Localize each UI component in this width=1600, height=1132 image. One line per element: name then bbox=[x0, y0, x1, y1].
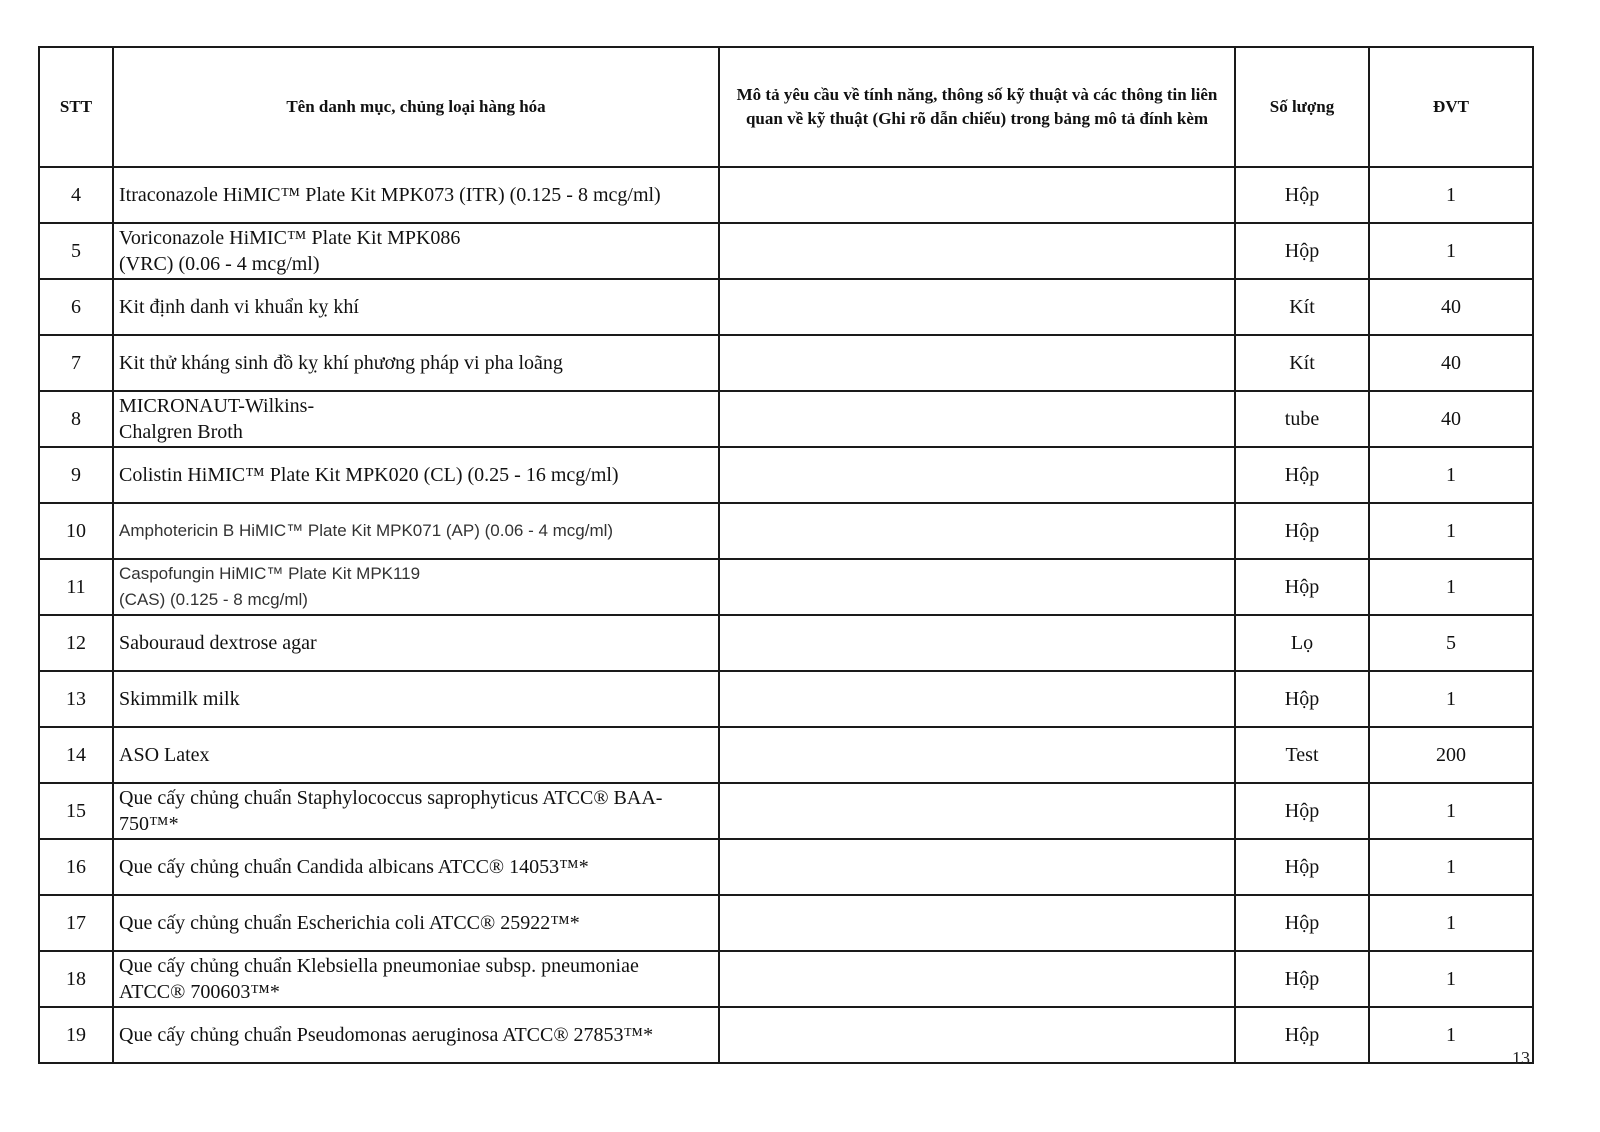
cell-quantity: Hộp bbox=[1235, 167, 1369, 223]
cell-quantity: Hộp bbox=[1235, 503, 1369, 559]
cell-name: Kit định danh vi khuẩn kỵ khí bbox=[113, 279, 719, 335]
cell-quantity: Hộp bbox=[1235, 223, 1369, 279]
header-unit: ĐVT bbox=[1369, 47, 1533, 167]
cell-stt: 11 bbox=[39, 559, 113, 615]
cell-stt: 10 bbox=[39, 503, 113, 559]
cell-quantity: Test bbox=[1235, 727, 1369, 783]
table-row bbox=[39, 391, 1533, 447]
cell-description bbox=[719, 391, 1235, 447]
cell-unit: 1 bbox=[1369, 839, 1533, 895]
cell-description bbox=[719, 895, 1235, 951]
cell-unit: 1 bbox=[1369, 783, 1533, 839]
table-row bbox=[39, 615, 1533, 671]
cell-quantity: tube bbox=[1235, 391, 1369, 447]
cell-quantity: Hộp bbox=[1235, 895, 1369, 951]
cell-quantity: Hộp bbox=[1235, 839, 1369, 895]
cell-unit: 200 bbox=[1369, 727, 1533, 783]
cell-stt: 5 bbox=[39, 223, 113, 279]
cell-description bbox=[719, 1007, 1235, 1063]
cell-quantity: Hộp bbox=[1235, 447, 1369, 503]
table-row bbox=[39, 279, 1533, 335]
cell-description bbox=[719, 559, 1235, 615]
cell-name: Que cấy chủng chuẩn Escherichia coli ATCC® 25922™* bbox=[113, 895, 719, 951]
cell-name: Skimmilk milk bbox=[113, 671, 719, 727]
table-row bbox=[39, 1007, 1533, 1063]
cell-quantity: Kít bbox=[1235, 335, 1369, 391]
cell-quantity: Kít bbox=[1235, 279, 1369, 335]
cell-unit: 1 bbox=[1369, 503, 1533, 559]
cell-quantity: Lọ bbox=[1235, 615, 1369, 671]
cell-unit: 40 bbox=[1369, 279, 1533, 335]
table-row bbox=[39, 783, 1533, 839]
cell-name: Que cấy chủng chuẩn Candida albicans ATCC® 14053™* bbox=[113, 839, 719, 895]
cell-description bbox=[719, 783, 1235, 839]
table-row bbox=[39, 839, 1533, 895]
cell-quantity: Hộp bbox=[1235, 671, 1369, 727]
cell-name: Colistin HiMIC™ Plate Kit MPK020 (CL) (0.25 - 16 mcg/ml) bbox=[113, 447, 719, 503]
cell-unit: 1 bbox=[1369, 223, 1533, 279]
cell-unit: 1 bbox=[1369, 167, 1533, 223]
cell-name: Caspofungin HiMIC™ Plate Kit MPK119 (CAS) (0.125 - 8 mcg/ml) bbox=[113, 559, 719, 615]
cell-unit: 1 bbox=[1369, 1007, 1533, 1063]
cell-quantity: Hộp bbox=[1235, 559, 1369, 615]
cell-stt: 8 bbox=[39, 391, 113, 447]
cell-description bbox=[719, 839, 1235, 895]
cell-name: MICRONAUT-Wilkins- Chalgren Broth bbox=[113, 391, 719, 447]
cell-description bbox=[719, 335, 1235, 391]
cell-unit: 1 bbox=[1369, 447, 1533, 503]
table-row bbox=[39, 951, 1533, 1007]
cell-quantity: Hộp bbox=[1235, 951, 1369, 1007]
header-description: Mô tả yêu cầu về tính năng, thông số kỹ thuật và các thông tin liên quan về kỹ thuật (Ghi rõ dẫn chiếu) trong bảng mô tả đính kèm bbox=[719, 47, 1235, 167]
cell-description bbox=[719, 671, 1235, 727]
cell-stt: 6 bbox=[39, 279, 113, 335]
cell-unit: 1 bbox=[1369, 895, 1533, 951]
table-row bbox=[39, 727, 1533, 783]
header-name: Tên danh mục, chủng loại hàng hóa bbox=[113, 47, 719, 167]
cell-stt: 13 bbox=[39, 671, 113, 727]
header-quantity: Số lượng bbox=[1235, 47, 1369, 167]
cell-quantity: Hộp bbox=[1235, 1007, 1369, 1063]
cell-stt: 16 bbox=[39, 839, 113, 895]
page-number: 13 bbox=[1512, 1048, 1530, 1068]
table-row bbox=[39, 559, 1533, 615]
cell-unit: 1 bbox=[1369, 559, 1533, 615]
cell-unit: 5 bbox=[1369, 615, 1533, 671]
goods-table bbox=[38, 46, 1534, 1064]
cell-name: Itraconazole HiMIC™ Plate Kit MPK073 (ITR) (0.125 - 8 mcg/ml) bbox=[113, 167, 719, 223]
table-row bbox=[39, 223, 1533, 279]
cell-name: Que cấy chủng chuẩn Pseudomonas aeruginosa ATCC® 27853™* bbox=[113, 1007, 719, 1063]
cell-stt: 14 bbox=[39, 727, 113, 783]
cell-description bbox=[719, 951, 1235, 1007]
cell-description bbox=[719, 223, 1235, 279]
cell-description bbox=[719, 167, 1235, 223]
cell-description bbox=[719, 503, 1235, 559]
header-stt: STT bbox=[39, 47, 113, 167]
cell-stt: 17 bbox=[39, 895, 113, 951]
cell-stt: 9 bbox=[39, 447, 113, 503]
table-row bbox=[39, 671, 1533, 727]
cell-name: Que cấy chủng chuẩn Staphylococcus saprophyticus ATCC® BAA- 750™* bbox=[113, 783, 719, 839]
cell-description bbox=[719, 615, 1235, 671]
cell-stt: 19 bbox=[39, 1007, 113, 1063]
table-row bbox=[39, 895, 1533, 951]
cell-stt: 12 bbox=[39, 615, 113, 671]
cell-name: Kit thử kháng sinh đồ kỵ khí phương pháp vi pha loãng bbox=[113, 335, 719, 391]
cell-unit: 1 bbox=[1369, 951, 1533, 1007]
header-row bbox=[39, 47, 1533, 167]
cell-unit: 40 bbox=[1369, 391, 1533, 447]
cell-name: Voriconazole HiMIC™ Plate Kit MPK086 (VRC) (0.06 - 4 mcg/ml) bbox=[113, 223, 719, 279]
cell-stt: 18 bbox=[39, 951, 113, 1007]
cell-unit: 1 bbox=[1369, 671, 1533, 727]
cell-description bbox=[719, 727, 1235, 783]
cell-name: Que cấy chủng chuẩn Klebsiella pneumoniae subsp. pneumoniae ATCC® 700603™* bbox=[113, 951, 719, 1007]
cell-stt: 4 bbox=[39, 167, 113, 223]
table-row bbox=[39, 167, 1533, 223]
cell-name: Amphotericin B HiMIC™ Plate Kit MPK071 (AP) (0.06 - 4 mcg/ml) bbox=[113, 503, 719, 559]
table-row bbox=[39, 335, 1533, 391]
cell-stt: 7 bbox=[39, 335, 113, 391]
cell-unit: 40 bbox=[1369, 335, 1533, 391]
cell-name: ASO Latex bbox=[113, 727, 719, 783]
table-row bbox=[39, 503, 1533, 559]
cell-description bbox=[719, 447, 1235, 503]
table-row bbox=[39, 447, 1533, 503]
cell-quantity: Hộp bbox=[1235, 783, 1369, 839]
cell-description bbox=[719, 279, 1235, 335]
cell-stt: 15 bbox=[39, 783, 113, 839]
cell-name: Sabouraud dextrose agar bbox=[113, 615, 719, 671]
